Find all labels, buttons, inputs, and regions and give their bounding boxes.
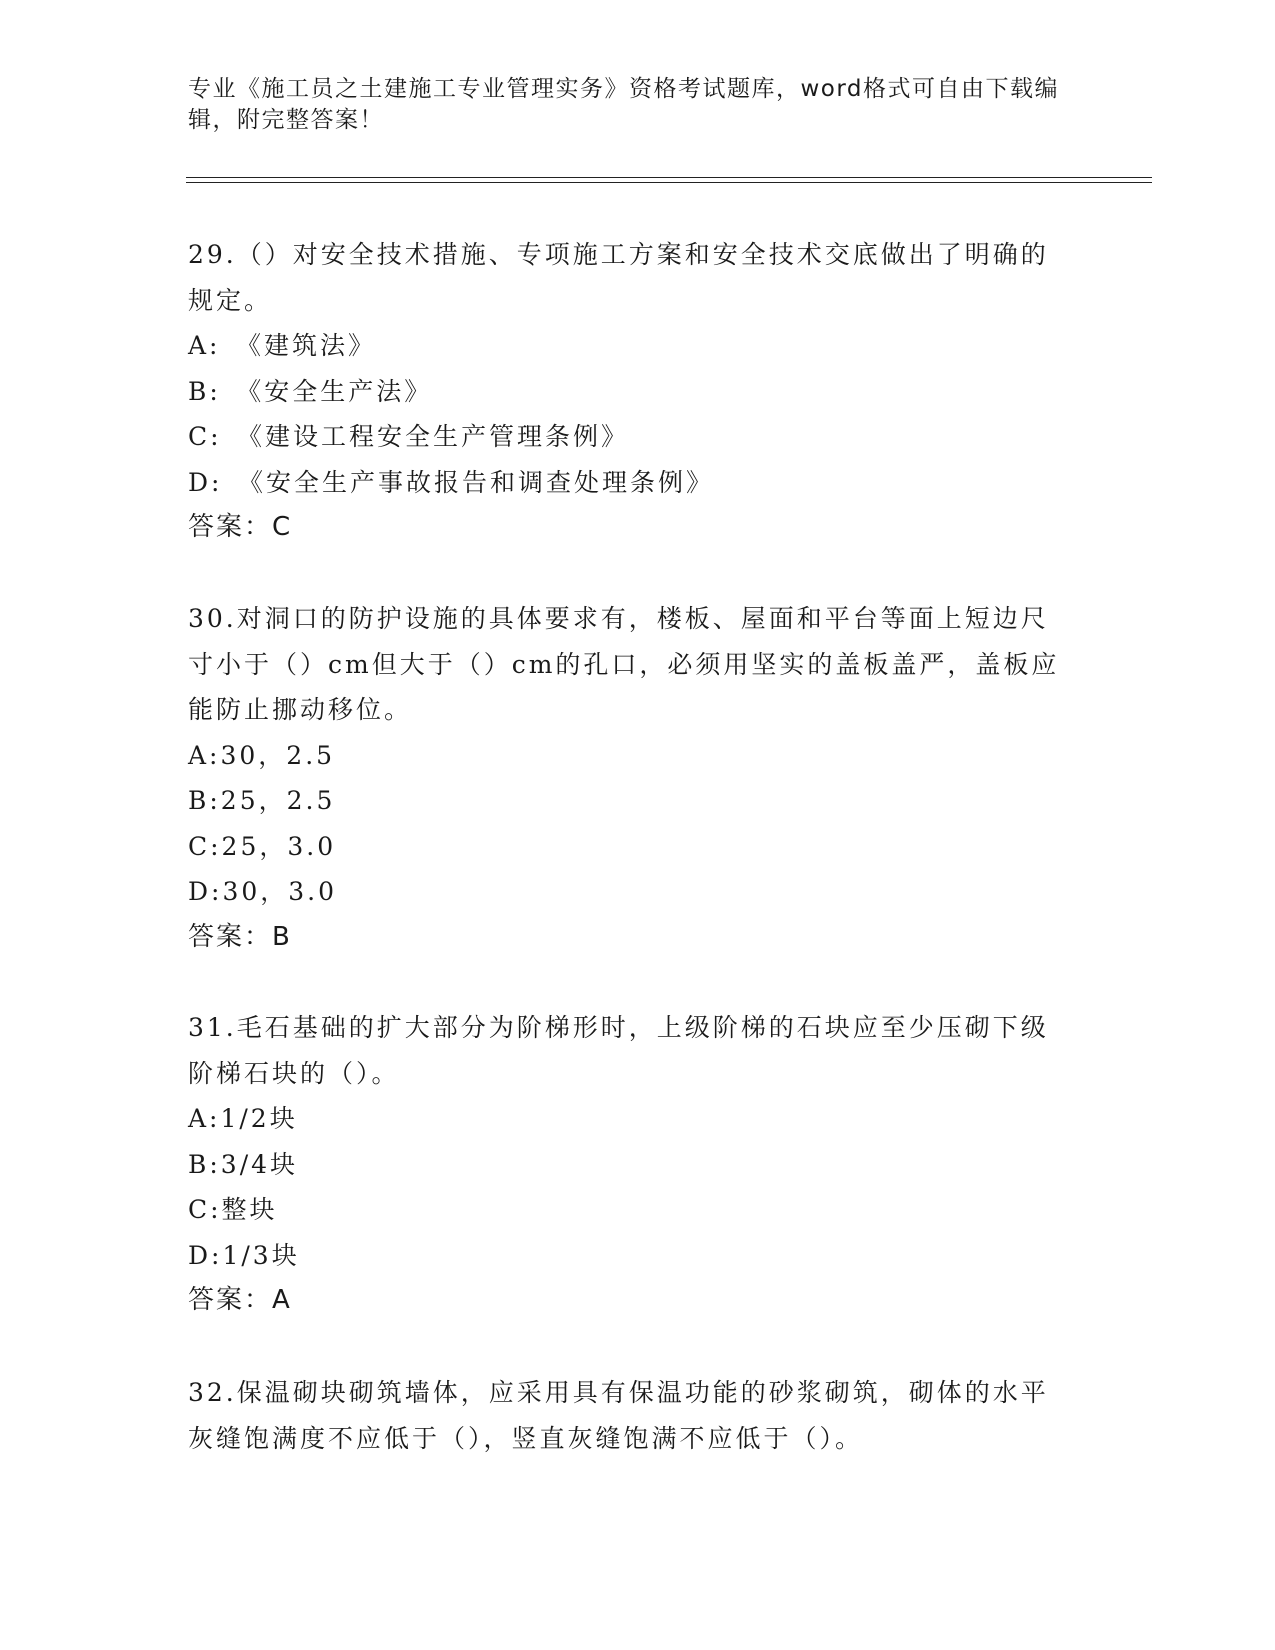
option-d: D:1/3块 [188,1240,300,1270]
answer: 答案：C [188,512,293,542]
question-31 [188,1005,1068,1324]
option-c: C:25，3.0 [188,831,337,861]
question-stem: 32.保温砌块砌筑墙体，应采用具有保温功能的砂浆砌筑，砌体的水平灰缝饱满度不应低于（），竖直灰缝饱满不应低于（）。 [188,1378,1049,1453]
option-d: D:30，3.0 [188,877,338,906]
option-c: C: 《建设工程安全生产管理条例》 [188,422,630,451]
header-divider-top [186,177,1152,178]
answer: 答案：B [188,921,292,952]
option-b: B:25，2.5 [188,786,336,815]
question-32 [188,1370,1068,1461]
document-header: 专业《施工员之土建施工专业管理实务》资格考试题库，word格式可自由下载编辑，附完整答案！ [188,76,1060,133]
option-a: A:1/2块 [188,1104,298,1133]
question-30 [188,596,1068,960]
header-divider-bottom [186,182,1152,183]
option-b: B: 《安全生产法》 [188,376,433,406]
answer: 答案：A [188,1285,292,1315]
option-a: A: 《建筑法》 [188,331,376,360]
option-a: A:30，2.5 [188,740,336,770]
option-c: C:整块 [188,1195,278,1224]
option-d: D: 《安全生产事故报告和调查处理条例》 [188,467,714,497]
question-29 [188,232,1068,551]
question-stem: 30.对洞口的防护设施的具体要求有，楼板、屋面和平台等面上短边尺寸小于（）cm但大于（）cm的孔口，必须用坚实的盖板盖严，盖板应能防止挪动移位。 [188,604,1060,724]
option-b: B:3/4块 [188,1149,299,1179]
question-stem: 29.（）对安全技术措施、专项施工方案和安全技术交底做出了明确的规定。 [188,240,1049,315]
question-stem: 31.毛石基础的扩大部分为阶梯形时，上级阶梯的石块应至少压砌下级阶梯石块的（）。 [188,1013,1049,1088]
